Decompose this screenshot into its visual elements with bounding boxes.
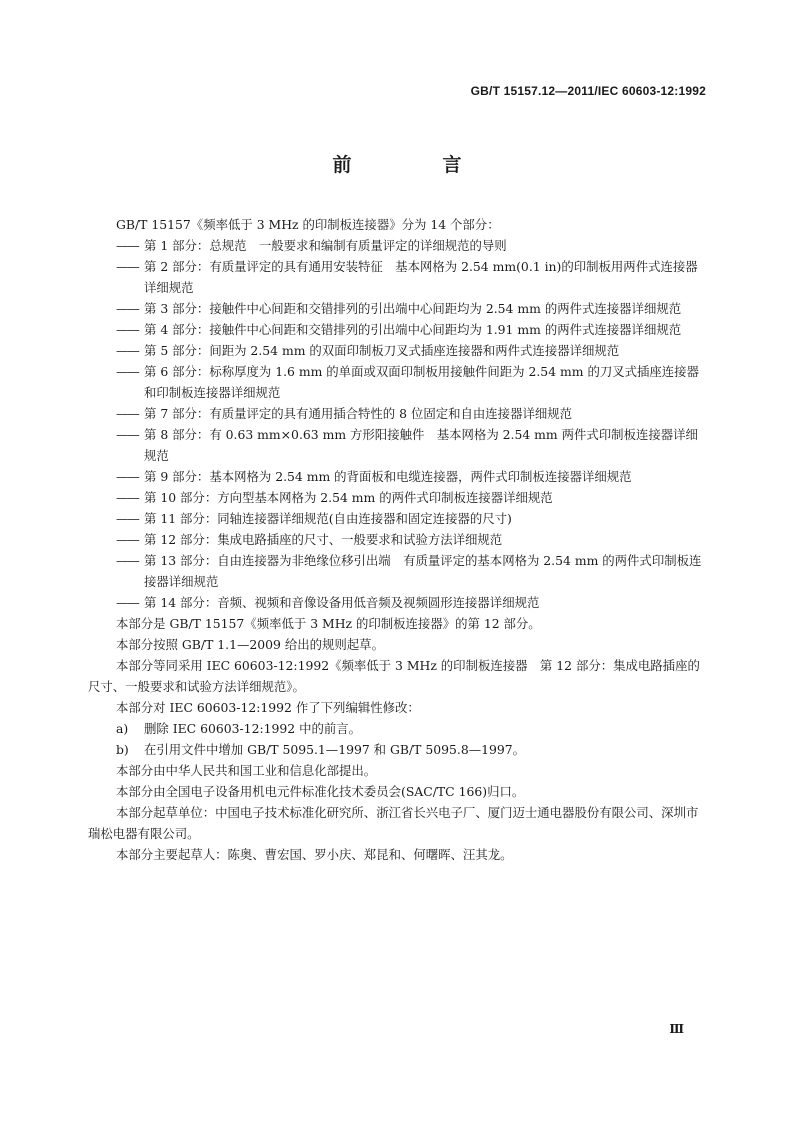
centralized-by: 本部分由全国电子设备用机电元件标准化技术委员会(SAC/TC 166)归口。: [116, 784, 525, 799]
standard-number: GB/T 15157.12—2011/IEC 60603-12:1992: [470, 84, 706, 98]
adoption-statement: 本部分等同采用 IEC 60603-12:1992《频率低于 3 MHz 的印制板连接器 第 12 部分：集成电路插座的尺寸、一般要求和试验方法详细规范》。: [88, 658, 700, 694]
list-item: —— 第 12 部分：集成电路插座的尺寸、一般要求和试验方法详细规范: [116, 532, 503, 547]
part-statement: 本部分是 GB/T 15157《频率低于 3 MHz 的印制板连接器》的第 12 部分。: [116, 616, 541, 631]
proposed-by: 本部分由中华人民共和国工业和信息化部提出。: [116, 763, 377, 778]
list-item: —— 第 2 部分：有质量评定的具有通用安装特征 基本网格为 2.54 mm(0.1 in)的印制板用两件式连接器详细规范: [116, 259, 698, 295]
list-item: —— 第 9 部分：基本网格为 2.54 mm 的背面板和电缆连接器，两件式印制板连接器详细规范: [116, 469, 632, 484]
list-item: —— 第 10 部分：方向型基本网格为 2.54 mm 的两件式印制板连接器详细规范: [116, 490, 553, 505]
list-item: —— 第 13 部分：自由连接器为非绝缘位移引出端 有质量评定的基本网格为 2.54 mm 的两件式印制板连接器详细规范: [116, 553, 702, 589]
page-number: Ⅲ: [669, 1022, 684, 1036]
main-drafters: 本部分主要起草人：陈奥、曹宏国、罗小庆、郑昆和、何曙晖、汪其龙。: [116, 847, 513, 862]
list-item: —— 第 5 部分：间距为 2.54 mm 的双面印制板刀叉式插座连接器和两件式连接器详细规范: [116, 343, 620, 358]
list-item: —— 第 8 部分：有 0.63 mm×0.63 mm 方形阳接触件 基本网格为 2.54 mm 两件式印制板连接器详细规范: [116, 427, 698, 463]
list-item: —— 第 11 部分：同轴连接器详细规范(自由连接器和固定连接器的尺寸): [116, 511, 512, 526]
intro-paragraph: GB/T 15157《频率低于 3 MHz 的印制板连接器》分为 14 个部分：: [116, 217, 500, 232]
list-item: —— 第 6 部分：标称厚度为 1.6 mm 的单面或双面印制板用接触件间距为 2.54 mm 的刀叉式插座连接器和印制板连接器详细规范: [116, 364, 699, 400]
list-item: —— 第 14 部分：音频、视频和音像设备用低音频及视频圆形连接器详细规范: [116, 595, 540, 610]
list-item: —— 第 4 部分：接触件中心间距和交错排列的引出端中心间距均为 1.91 mm 的两件式连接器详细规范: [116, 322, 682, 337]
editorial-changes-intro: 本部分对 IEC 60603-12:1992 作了下列编辑性修改：: [116, 700, 420, 715]
edit-item-a: a) 删除 IEC 60603-12:1992 中的前言。: [116, 721, 362, 736]
list-item: —— 第 3 部分：接触件中心间距和交错排列的引出端中心间距均为 2.54 mm 的两件式连接器详细规范: [116, 301, 682, 316]
drafting-units: 本部分起草单位：中国电子技术标准化研究所、浙江省长兴电子厂、厦门迈士通电器股份有限公司、深圳市瑞松电器有限公司。: [88, 805, 699, 841]
foreword-body: [88, 214, 708, 865]
page-title: 前 言: [332, 154, 498, 176]
list-item: —— 第 1 部分：总规范 一般要求和编制有质量评定的详细规范的导则: [116, 238, 507, 253]
list-item: —— 第 7 部分：有质量评定的具有通用插合特性的 8 位固定和自由连接器详细规范: [116, 406, 573, 421]
edit-item-b: b) 在引用文件中增加 GB/T 5095.1—1997 和 GB/T 5095.8—1997。: [116, 742, 526, 757]
drafting-rules: 本部分按照 GB/T 1.1—2009 给出的规则起草。: [116, 637, 384, 652]
